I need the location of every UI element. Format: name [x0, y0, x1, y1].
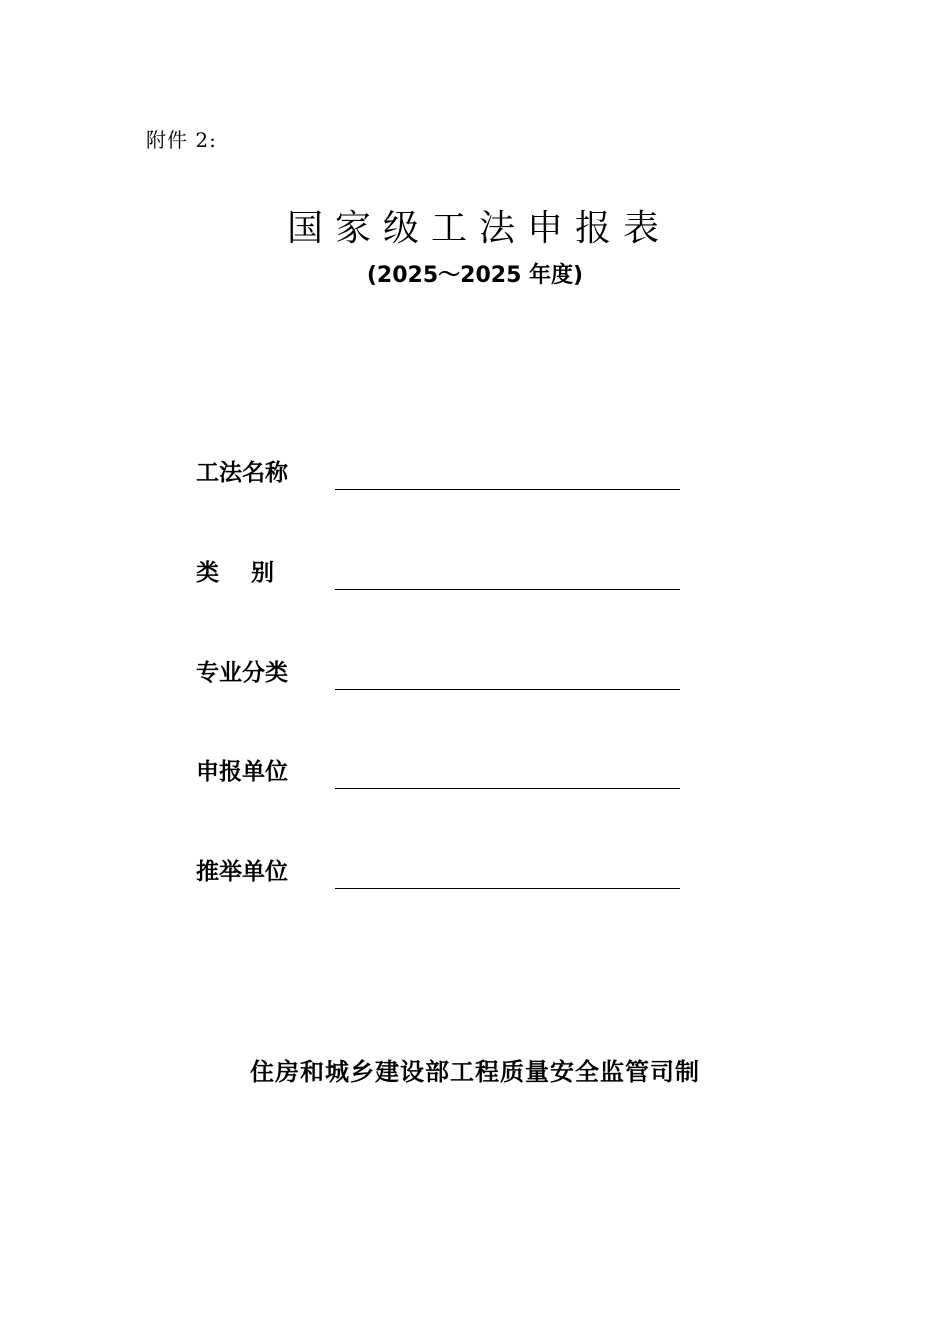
field-row-specialty: [196, 648, 686, 688]
recommender-input-line[interactable]: [335, 888, 680, 889]
field-row-category: [196, 548, 686, 588]
field-label-category: 类 别: [196, 560, 275, 586]
method-name-input-line[interactable]: [335, 489, 680, 490]
field-label-specialty: 专业分类: [196, 660, 288, 686]
applicant-input-line[interactable]: [335, 788, 680, 789]
field-row-recommender: [196, 847, 686, 887]
attachment-label: 附件 2:: [146, 128, 217, 152]
form-year-range: (2025～2025 年度): [366, 263, 584, 288]
field-row-applicant: [196, 747, 686, 787]
category-input-line[interactable]: [335, 589, 680, 590]
form-title: 国家级工法申报表: [286, 208, 671, 249]
field-label-method-name: 工法名称: [196, 460, 288, 486]
issuer-statement: 住房和城乡建设部工程质量安全监管司制: [250, 1058, 700, 1086]
field-row-method-name: [196, 448, 686, 488]
field-label-recommender: 推举单位: [196, 859, 288, 885]
field-label-applicant: 申报单位: [196, 759, 288, 785]
specialty-input-line[interactable]: [335, 689, 680, 690]
